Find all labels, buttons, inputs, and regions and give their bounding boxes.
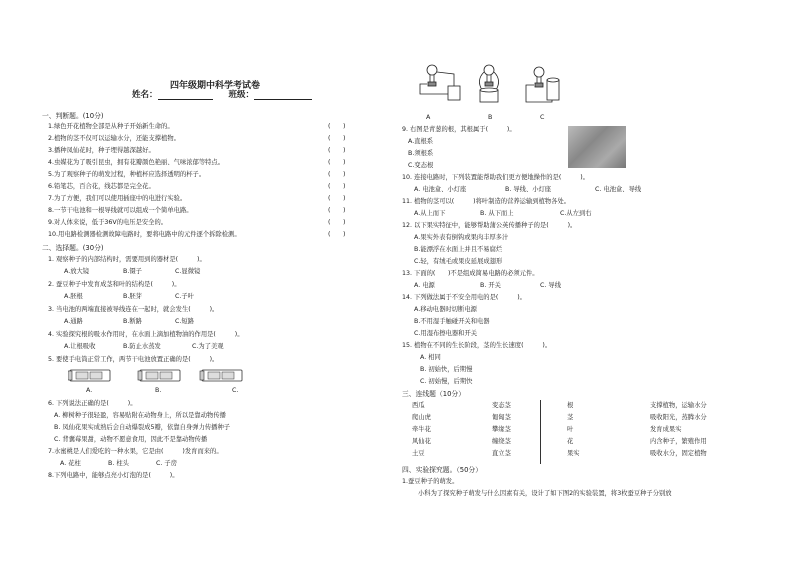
q11-text: 11. 植物的茎可以( )将叶制造的营养运输到植物各处。 <box>402 198 571 205</box>
q14-opt-b: B.不用湿手触碰开关和电器 <box>414 318 490 325</box>
matching-divider <box>540 400 541 464</box>
q12-opt-c: C.轻，有绒毛或果皮延展成翅形 <box>414 258 503 265</box>
q9-opt-a: A.直根系 <box>408 138 434 145</box>
answer-parentheses[interactable]: ( ) <box>328 159 346 166</box>
judgment-item: 10.用电路检测器检测故障电路时，要将电路中的元件逐个拆除检测。 <box>48 231 241 238</box>
q15-opt-c: C. 初始慢，后期快 <box>420 378 473 385</box>
judgment-item: 3.播种凤仙花时，种子埋得越深越好。 <box>48 147 155 154</box>
q1-text: 1. 观察种子的内部结构时，需要用到的器材是( )。 <box>48 256 206 263</box>
q3-opt-c: C.短路 <box>175 318 194 325</box>
function-cell[interactable]: 发育成果实 <box>650 426 682 433</box>
q7-opt-b: B. 柱头 <box>108 460 129 467</box>
function-cell[interactable]: 吸收水分，固定植物 <box>650 450 707 457</box>
function-cell[interactable]: 支撑植物，运输水分 <box>650 402 707 409</box>
q14-opt-a: A.移动电器时切断电源 <box>414 306 477 313</box>
answer-parentheses[interactable]: ( ) <box>328 207 346 214</box>
q6-opt-c: C. 背囊莓果甜，动物不愿意食用，因此不是靠动物传播 <box>54 436 208 443</box>
organ-cell[interactable]: 花 <box>567 438 574 445</box>
section3-heading: 三、连线题（10分） <box>402 390 466 398</box>
q11-opt-a: A.从上而下 <box>414 210 446 217</box>
flashlight-options-figure <box>68 366 248 386</box>
q15-opt-a: A. 相同 <box>420 354 441 361</box>
circuit-b-icon <box>479 65 498 102</box>
q10-text: 10. 连接电路时，下列装置能帮助我们更方便地操作的是( )。 <box>402 174 589 181</box>
judgment-item: 8.一节干电池和一根导线就可以组成一个简单电路。 <box>48 207 193 214</box>
name-label: 姓名： <box>132 90 158 100</box>
q12-opt-a: A.果实外表有倒钩或果肉丰厚多汁 <box>414 234 509 241</box>
q14-text: 14. 下列做法属于不安全用电的是( )。 <box>402 294 526 301</box>
stem-type-cell[interactable]: 直立茎 <box>492 450 511 457</box>
q9-opt-c: C.变态根 <box>408 162 434 169</box>
q3-opt-b: B.断路 <box>123 318 142 325</box>
q7-text: 7.水蜜桃是人们爱吃的一种水果，它是由( )发育而来的。 <box>48 448 223 455</box>
circuit-c-icon <box>526 67 559 102</box>
answer-parentheses[interactable]: ( ) <box>328 147 346 154</box>
judgment-item: 1.绿色开花植物全部是从种子开始新生命的。 <box>48 123 174 130</box>
section4-paragraph: 小科为了探究种子萌发与什么因素有关，设计了如下图2的实验装置，将3枚蚕豆种子分别放 <box>418 490 672 497</box>
q2-opt-b: B.胚芽 <box>123 293 142 300</box>
q1-opt-a: A.放大镜 <box>64 268 90 275</box>
q15-opt-b: B. 初始快，后期慢 <box>420 366 473 373</box>
right-column <box>400 0 760 562</box>
q13-text: 13. 下面的( )不是组成简易电路的必须元件。 <box>402 270 539 277</box>
q12-text: 12. 以下果实特征中，能够帮助蒲公英传播种子的是( )。 <box>402 222 577 229</box>
q7-opt-c: C. 子房 <box>156 460 177 467</box>
answer-parentheses[interactable]: ( ) <box>328 123 346 130</box>
q13-opt-a: A. 电源 <box>414 282 435 289</box>
q8-opt-a: A <box>426 114 431 121</box>
name-field[interactable] <box>158 91 213 100</box>
section2-heading: 二、选择题。(30分) <box>42 244 104 252</box>
answer-parentheses[interactable]: ( ) <box>328 231 346 238</box>
q13-opt-c: C. 导线 <box>540 282 561 289</box>
q4-opt-a: A.让根吸收 <box>64 343 96 350</box>
organ-cell[interactable]: 茎 <box>567 414 574 421</box>
q6-text: 6. 下列说法正确的是( )。 <box>48 400 137 407</box>
q12-opt-b: B.能漂浮在水面上并且不易腐烂 <box>414 246 503 253</box>
q1-opt-c: C.显微镜 <box>175 268 201 275</box>
q1-opt-b: B.镊子 <box>123 268 142 275</box>
stem-type-cell[interactable]: 变态茎 <box>492 402 511 409</box>
judgment-item: 6.铅笔芯，百合花，线芯都是完全花。 <box>48 183 155 190</box>
q15-text: 15. 植物在不同的生长阶段，茎的生长速度( )。 <box>402 342 552 349</box>
circuit-a-icon <box>420 65 460 100</box>
class-label: 班级： <box>228 90 254 100</box>
flashlight-b-icon <box>138 370 180 381</box>
q2-opt-c: C.子叶 <box>175 293 194 300</box>
plant-cell[interactable]: 土豆 <box>412 450 425 457</box>
q14-opt-c: C.用湿布擦电器和开关 <box>414 330 478 337</box>
judgment-item: 5.为了观察种子的萌发过程，种植杯应选择透明的杯子。 <box>48 171 206 178</box>
q5-opt-a: A. <box>86 387 93 394</box>
organ-cell[interactable]: 果实 <box>567 450 580 457</box>
organ-cell[interactable]: 叶 <box>567 426 574 433</box>
scallion-root-photo <box>568 126 626 168</box>
q2-opt-a: A.胚根 <box>64 293 83 300</box>
q10-opt-a: A. 电池盒、小灯座 <box>414 186 467 193</box>
plant-cell[interactable]: 西瓜 <box>412 402 425 409</box>
answer-parentheses[interactable]: ( ) <box>328 171 346 178</box>
exam-title: 四年级期中科学考试卷 <box>170 81 261 91</box>
answer-parentheses[interactable]: ( ) <box>328 135 346 142</box>
answer-parentheses[interactable]: ( ) <box>328 183 346 190</box>
q2-text: 2. 蚕豆种子中发育成茎和叶的结构是( )。 <box>48 281 181 288</box>
flashlight-a-icon <box>68 370 110 381</box>
answer-parentheses[interactable]: ( ) <box>328 195 346 202</box>
judgment-item: 2.植物的茎不仅可以运输水分，还能支撑植物。 <box>48 135 180 142</box>
q8-text: 8.下列电路中，能够点亮小灯泡的是( )。 <box>48 472 179 479</box>
q5-opt-b: B. <box>155 387 162 394</box>
answer-parentheses[interactable]: ( ) <box>328 219 346 226</box>
judgment-item: 7.为了方便，我们可以使用插座中的电进行实验。 <box>48 195 187 202</box>
q8-opt-c: C <box>540 114 545 121</box>
q4-opt-b: B.防止水蒸发 <box>123 343 161 350</box>
plant-cell[interactable]: 风仙花 <box>412 438 431 445</box>
q3-opt-a: A.通路 <box>64 318 83 325</box>
stem-type-cell[interactable]: 缠绕茎 <box>492 438 511 445</box>
q10-opt-b: B. 导线、小灯座 <box>505 186 552 193</box>
plant-cell[interactable]: 爬山虎 <box>412 414 431 421</box>
q6-opt-a: A. 柳树种子很轻盈，容易贴附在动物身上，所以是靠动物传播 <box>54 412 226 419</box>
q13-opt-b: B. 开关 <box>480 282 501 289</box>
q6-opt-b: B. 凤仙花果实成熟后会自动爆裂成5瓣，依靠自身弹力传播种子 <box>54 424 231 431</box>
section4-sub: 1.蚕豆种子的萌发。 <box>402 478 459 485</box>
q11-opt-b: B. 从下而上 <box>480 210 514 217</box>
q5-opt-c: C. <box>232 387 239 394</box>
organ-cell[interactable]: 根 <box>567 402 574 409</box>
stem-type-cell[interactable]: 匍匐茎 <box>492 414 511 421</box>
q9-text: 9. 右图是青葱的根，其根属于( )。 <box>402 126 516 133</box>
q8-opt-b: B <box>488 114 493 121</box>
class-field[interactable] <box>254 91 312 100</box>
function-cell[interactable]: 内含种子，繁殖作用 <box>650 438 707 445</box>
section1-heading: 一、判断题。(10分) <box>42 112 104 120</box>
function-cell[interactable]: 吸收阳光，蒸腾水分 <box>650 414 707 421</box>
left-column <box>40 0 395 562</box>
q3-text: 3. 当电池的两端直接被导线连在一起时，就会发生( )。 <box>48 306 219 313</box>
q4-opt-c: C.为了美观 <box>192 343 224 350</box>
flashlight-c-icon <box>200 370 242 381</box>
judgment-item: 4.虫媒花为了吸引昆虫，拥有花瓣颜色艳丽、气味浓郁等特点。 <box>48 159 225 166</box>
q7-opt-a: A. 花柱 <box>60 460 81 467</box>
plant-cell[interactable]: 牵牛花 <box>412 426 431 433</box>
q4-text: 4. 实验探究根的吸水作用时，在水面上滴加植物油的作用是( )。 <box>48 331 244 338</box>
q10-opt-c: C. 电池盒、导线 <box>595 186 642 193</box>
judgment-item: 9.对人体来说，低于36V的电压是安全的。 <box>48 219 168 226</box>
name-class-line <box>132 88 312 100</box>
q8-circuit-figure <box>414 60 564 110</box>
q9-opt-b: B.须根系 <box>408 150 434 157</box>
q11-opt-c: C.从左到右 <box>560 210 592 217</box>
section4-heading: 四、实验探究题。（50分） <box>402 466 483 474</box>
stem-type-cell[interactable]: 攀缘茎 <box>492 426 511 433</box>
q5-text: 5. 要使手电筒正常工作，两节干电池放置正确的是( )。 <box>48 356 219 363</box>
